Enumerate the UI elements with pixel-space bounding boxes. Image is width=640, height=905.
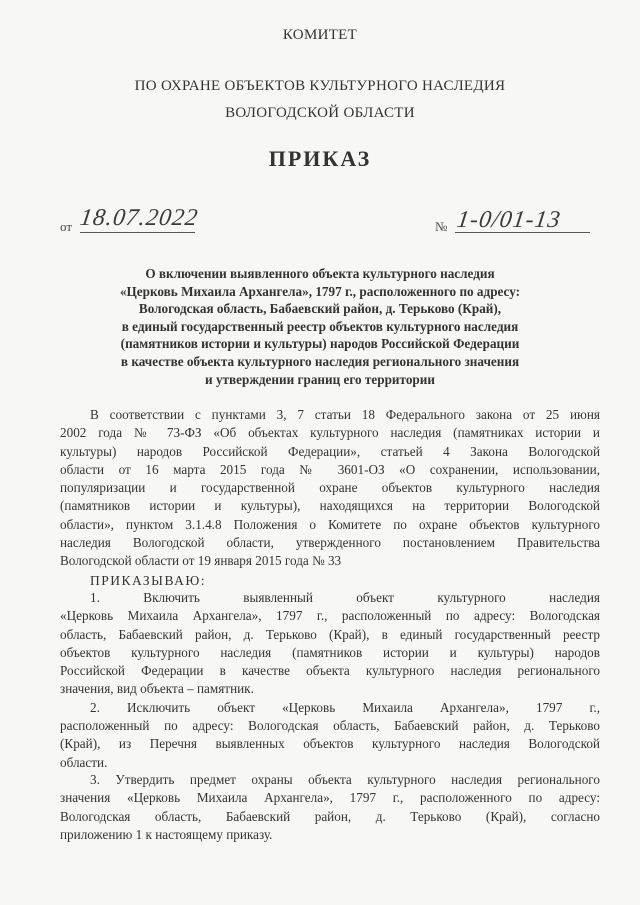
date-prefix: от	[60, 219, 73, 234]
preamble-line: популяризации и государственной охране объектов культурного наследия	[60, 480, 600, 496]
subject-line: и утверждении границ его территории	[205, 371, 435, 387]
preamble-line: 2002 года № 73-ФЗ «Об объектах культурного наследия (памятниках истории и	[60, 425, 600, 441]
date-underline	[80, 232, 195, 233]
subject-line: (памятников истории и культуры) народов Российской Федерации	[120, 336, 520, 352]
preamble-line: области от 16 марта 2015 года № 3601-ОЗ «О сохранении, использовании,	[60, 461, 600, 477]
item-line: Российской Федерации в качестве объекта культурного наследия регионального	[60, 663, 600, 679]
preamble	[60, 406, 600, 571]
preamble-line: культуры) народов Российской Федерации», статьей 4 Закона Вологодской	[60, 443, 600, 459]
subject-line: Вологодская область, Бабаевский район, д. Терьково (Край),	[138, 301, 502, 317]
item-line: области.	[60, 754, 108, 770]
item-line: «Церковь Михаила Архангела», 1797 г., расположенный по адресу: Вологодская	[60, 608, 600, 624]
item-line: Вологодская область, Бабаевский район, д. Терьково (Край), согласно	[60, 808, 600, 824]
order-date: 18.07.2022	[78, 205, 200, 231]
order-item-1	[60, 589, 600, 772]
subject-line: О включении выявленного объекта культурного наследия	[145, 266, 495, 281]
preamble-line: В соответствии с пунктами 3, 7 статьи 18 Федерального закона от 25 июня	[90, 407, 600, 422]
item-line: значения «Церковь Михаила Архангела», 1797 г., расположенного по адресу:	[60, 790, 600, 806]
order-item-3	[60, 771, 600, 844]
item-line: область, Бабаевский район, д. Терьково (Край), в единый государственный реестр	[60, 626, 600, 642]
number-underline	[455, 232, 590, 233]
item-line: 3. Утвердить предмет охраны объекта культурного наследия регионального	[90, 772, 600, 787]
order-subject	[72, 265, 568, 388]
document-title: ПРИКАЗ	[268, 146, 372, 171]
order-number: 1-0/01-13	[455, 207, 563, 233]
subject-line: в качестве объекта культурного наследия регионального значения	[120, 353, 520, 369]
item-line: приложению 1 к настоящему приказу.	[60, 826, 273, 842]
order-word: ПРИКАЗЫВАЮ:	[90, 573, 206, 588]
preamble-line: наследия Вологодской области, утвержденного постановлением Правительства	[60, 535, 600, 551]
subject-line: «Церковь Михаила Архангела», 1797 г., расположенного по адресу:	[119, 283, 521, 299]
header-line-3: ВОЛОГОДСКОЙ ОБЛАСТИ	[225, 105, 415, 121]
preamble-line: Вологодской области от 19 января 2015 года № 33	[60, 553, 342, 569]
preamble-line: (памятников истории и культуры), находящихся на территории Вологодской	[60, 498, 600, 514]
item-line: 2. Исключить объект «Церковь Михаила Архангела», 1797 г.,	[90, 699, 600, 715]
header-line-2: ПО ОХРАНЕ ОБЪЕКТОВ КУЛЬТУРНОГО НАСЛЕДИЯ	[134, 78, 506, 94]
item-line: расположенный по адресу: Вологодская область, Бабаевский район, д. Терьково	[60, 718, 600, 734]
subject-line: в единый государственный реестр объектов культурного наследия	[121, 318, 519, 334]
header-line-1: КОМИТЕТ	[282, 27, 358, 43]
item-line: значения, вид объекта – памятник.	[60, 681, 254, 697]
item-line: 1. Включить выявленный объект культурного наследия	[90, 590, 600, 605]
preamble-line: области», пунктом 3.1.4.8 Положения о Комитете по охране объектов культурного	[60, 516, 600, 532]
item-line: объектов культурного наследия (памятников истории и культуры) народов	[60, 644, 600, 660]
number-prefix: №	[435, 219, 448, 234]
item-line: (Край), из Перечня выявленных объектов культурного наследия Вологодской	[60, 736, 600, 752]
